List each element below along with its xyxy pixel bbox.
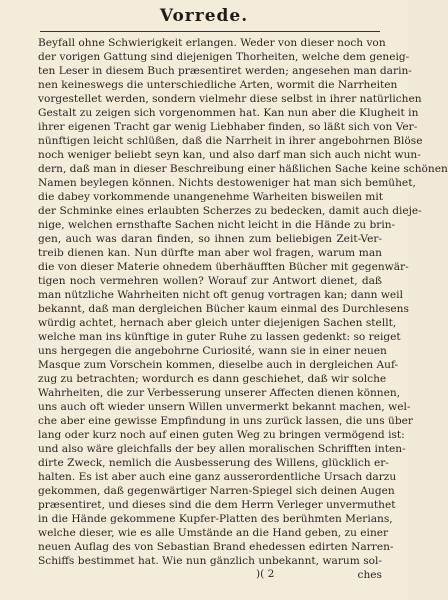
text-line: der Schminke eines erlaubten Scherzes zu bedecken, damit auch dieje- <box>38 205 422 217</box>
text-line: halten. Es ist aber auch eine ganz ausserordentliche Ursach darzu <box>38 471 397 483</box>
text-line: Gestalt zu zeigen sich vorgenommen hat. Kan nun aber die Klugheit in <box>38 107 419 119</box>
text-line: neuen Auflag des von Sebastian Brand ehedessen edirten Narren- <box>38 541 394 553</box>
text-line: würdig achtet, hernach aber gleich unter diejenigen Sachen stellt, <box>38 317 397 329</box>
text-line: dirte Zweck, nemlich die Ausbesserung des Willens, glücklich er- <box>38 457 389 469</box>
text-line: zug zu betrachten; wordurch es dann geschiehet, daß wir solche <box>38 373 387 385</box>
text-line: welche dieser, wie es alle Umstände an die Hand geben, zu einer <box>38 527 389 539</box>
page-footer <box>38 568 382 582</box>
text-line: uns hergegen die angebohrne Curiosité, wann sie in einer neuen <box>38 345 387 357</box>
text-line: die dabey vorkommende unangenehme Warheiten bisweilen mit <box>38 191 383 203</box>
text-line: lang oder kurz noch auf einen guten Weg zu bringen vermögend ist: <box>38 429 405 441</box>
text-line: Wahrheiten, die zur Verbesserung unserer Affecten dienen können, <box>38 387 401 399</box>
text-line: in die Hände gekommene Kupfer-Platten des berühmten Merians, <box>38 513 393 525</box>
text-line: der vorigen Gattung sind diejenigen Thorheiten, welche dem geneig- <box>38 51 410 63</box>
text-line: die von dieser Materie ohnedem überhäufften Bücher mit gegenwär- <box>38 261 409 273</box>
body-text <box>38 36 448 568</box>
text-line: ten Leser in diesem Buch præsentiret werden; angesehen man darin- <box>38 65 412 77</box>
signature-mark: )( 2 <box>256 568 275 580</box>
text-line: dern, daß man in dieser Beschreibung einer häßlichen Sache keine schönen <box>38 163 448 175</box>
text-line: Namen beylegen können. Nichts destoweniger hat man sich bemühet, <box>38 177 416 189</box>
text-line: tigen noch vermehren wollen? Worauf zur Antwort dienet, daß <box>38 275 382 287</box>
text-line: treib dienen kan. Nun dürfte man aber wol fragen, warum man <box>38 247 382 259</box>
text-line: nünftigen leicht schlüßen, daß die Narrheit in ihrer angebohrnen Blöse <box>38 135 423 147</box>
text-line: gen, auch was daran finden, so ihnen zum beliebigen Zeit-Ver- <box>38 233 382 245</box>
text-line: Schiffs bestimmet hat. Wie nun gänzlich unbekannt, warum sol- <box>38 555 382 567</box>
text-line: noch weniger beliebt seyn kan, und also darf man sich auch nicht wun- <box>38 149 421 161</box>
text-line: che aber eine gewisse Empfindung in uns zurück lassen, die uns über <box>38 415 413 427</box>
catchword: ches <box>357 569 382 581</box>
text-line: Masque zum Vorschein kommen, dieselbe auch in dergleichen Auf- <box>38 359 399 371</box>
header-rule <box>40 31 380 32</box>
text-line: uns auch oft wieder unsern Willen unvermerkt bekannt machen, wel- <box>38 401 411 413</box>
text-line: præsentiret, und dieses sind die dem Herrn Verleger unvermuthet <box>38 499 396 511</box>
text-line: ihrer eigenen Tracht gar wenig Liebhaber finden, so läßt sich von Ver- <box>38 121 418 133</box>
text-line: nen keineswegs die unterschiedliche Arten, wormit die Narrheiten <box>38 79 398 91</box>
text-line: welche man ins künftige in guter Ruhe zu lassen gedenkt: so reiget <box>38 331 401 343</box>
text-line: Beyfall ohne Schwierigkeit erlangen. Weder von dieser noch von <box>38 37 386 49</box>
text-line: nige, welchen ernsthafte Sachen nicht leicht in die Hände zu brin- <box>38 219 396 231</box>
text-line: und also wäre gleichfalls der bey allen moralischen Schrifften inten- <box>38 443 406 455</box>
text-line: bekannt, daß man dergleichen Bücher kaum einmal des Durchlesens <box>38 303 409 315</box>
text-line: gekommen, daß gegenwärtiger Narren-Spiegel sich deinen Augen <box>38 485 395 497</box>
text-line: vorgestellet werden, sondern vielmehr diese selbst in ihrer natürlichen <box>38 93 422 105</box>
page-heading: Vorrede. <box>159 6 249 26</box>
text-line: man nützliche Wahrheiten nicht oft genug vortragen kan; dann weil <box>38 289 403 301</box>
